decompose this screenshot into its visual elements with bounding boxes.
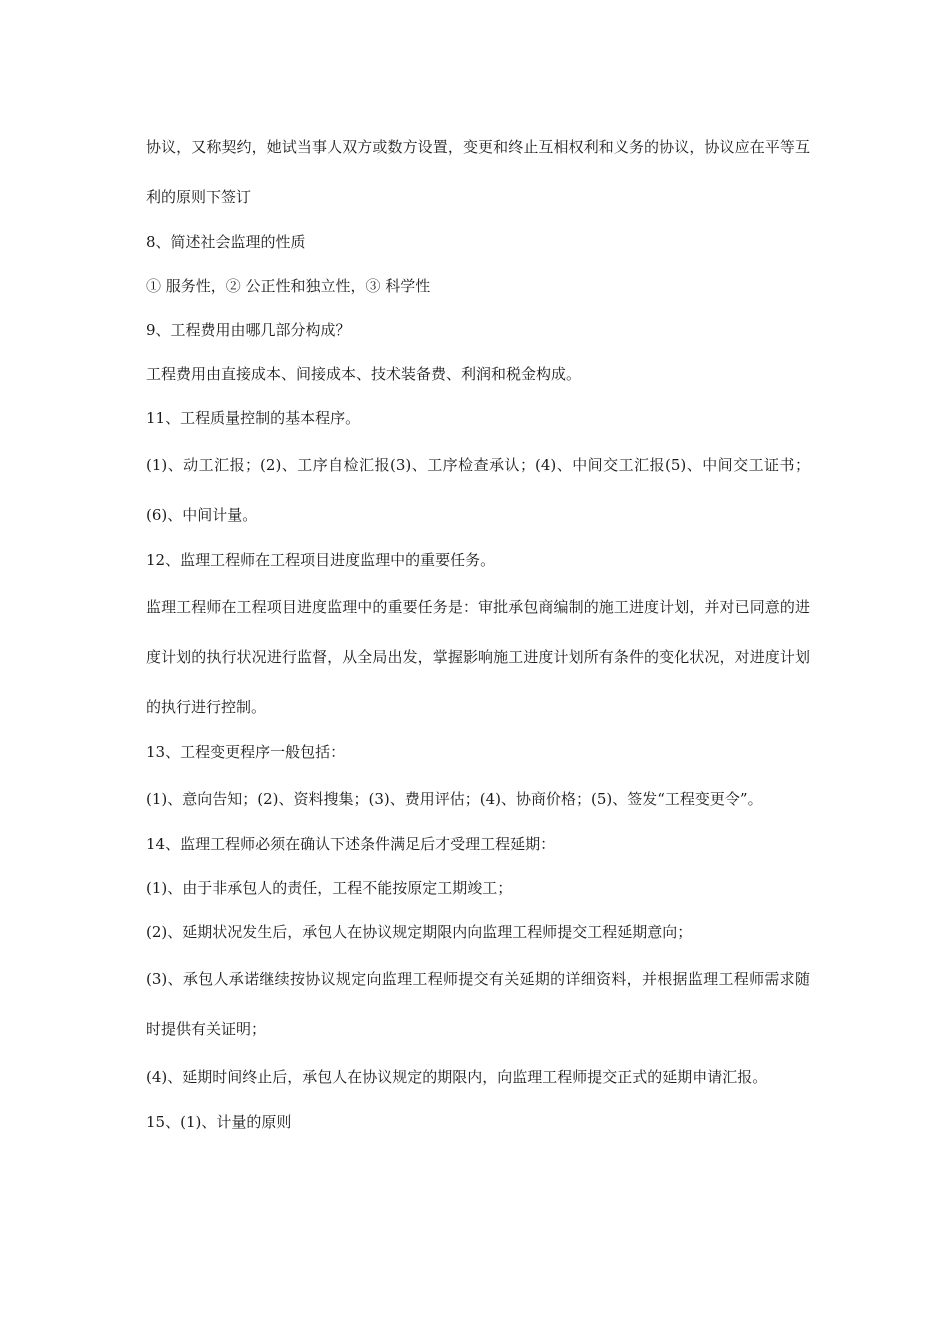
question-13: 13、工程变更程序一般包括： xyxy=(146,743,346,761)
question-15: 15、(1)、计量的原则 xyxy=(146,1113,292,1131)
paragraph-contract-definition: 协议，又称契约，她试当事人双方或数方设置，变更和终止互相权利和义务的协议，协议应在平等互利的原则下签订 xyxy=(146,138,810,206)
answer-14-item-4: (4)、延期时间终止后，承包人在协议规定的期限内，向监理工程师提交正式的延期申请汇报。 xyxy=(146,1068,768,1086)
answer-8: ① 服务性，② 公正性和独立性，③ 科学性 xyxy=(146,277,431,295)
question-12: 12、监理工程师在工程项目进度监理中的重要任务。 xyxy=(146,551,496,569)
question-14: 14、监理工程师必须在确认下述条件满足后才受理工程延期： xyxy=(146,835,556,853)
question-11: 11、工程质量控制的基本程序。 xyxy=(146,409,361,427)
answer-12: 监理工程师在工程项目进度监理中的重要任务是：审批承包商编制的施工进度计划，并对已同意的进度计划的执行状况进行监督，从全局出发，掌握影响施工进度计划所有条件的变化状况，对进度计划的执行进行控制。 xyxy=(146,598,810,716)
question-9: 9、工程费用由哪几部分构成？ xyxy=(146,321,351,339)
answer-14-item-1: (1)、由于非承包人的责任，工程不能按原定工期竣工； xyxy=(146,879,513,897)
document-body xyxy=(146,122,810,1144)
question-8: 8、简述社会监理的性质 xyxy=(146,233,306,251)
answer-14-item-2: (2)、延期状况发生后，承包人在协议规定期限内向监理工程师提交工程延期意向； xyxy=(146,923,693,941)
answer-9: 工程费用由直接成本、间接成本、技术装备费、利润和税金构成。 xyxy=(146,365,582,383)
answer-14-item-3: (3)、承包人承诺继续按协议规定向监理工程师提交有关延期的详细资料，并根据监理工程师需求随时提供有关证明； xyxy=(146,970,810,1038)
answer-11: (1)、动工汇报；(2)、工序自检汇报(3)、工序检查承认；(4)、中间交工汇报(5)、中间交工证书；(6)、中间计量。 xyxy=(146,456,810,524)
answer-13: (1)、意向告知；(2)、资料搜集；(3)、费用评估；(4)、协商价格；(5)、签发“工程变更令”。 xyxy=(146,790,763,808)
